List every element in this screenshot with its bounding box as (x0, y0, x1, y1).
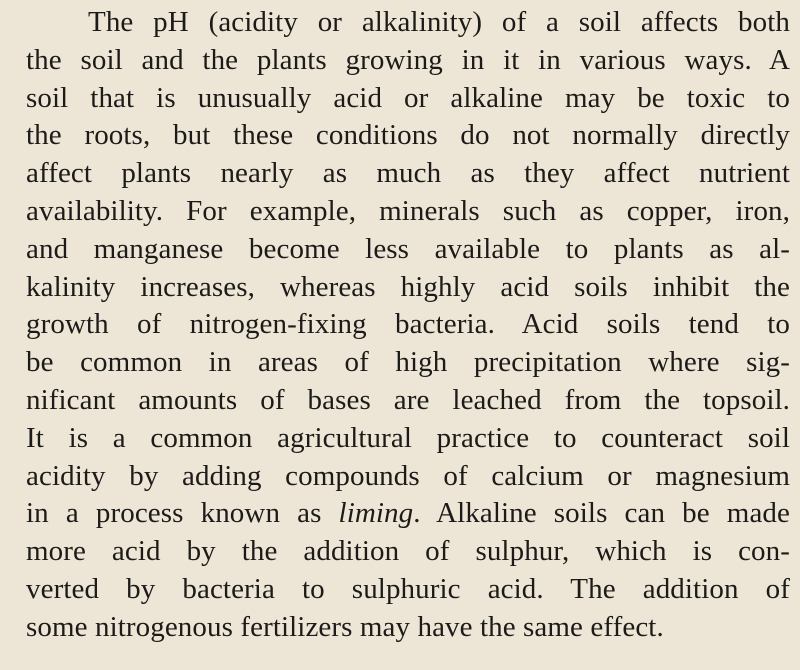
text-line (26, 193, 790, 231)
text-line (26, 306, 790, 344)
text-line (26, 269, 790, 307)
text-segment: It is a common agricultural practice to counteract soil (26, 421, 790, 454)
text-line (26, 458, 790, 496)
text-segment: be common in areas of high precipitation where sig- (26, 346, 790, 379)
text-segment: some nitrogenous fertilizers may have the same effect. (26, 610, 664, 643)
text-line (26, 420, 790, 458)
body-paragraph (26, 4, 790, 647)
text-segment: the soil and the plants growing in it in various ways. A (26, 43, 790, 76)
text-line (26, 571, 790, 609)
text-line (26, 42, 790, 80)
text-segment: verted by bacteria to sulphuric acid. The addition of (26, 572, 790, 605)
text-segment: affect plants nearly as much as they affect nutrient (26, 157, 790, 190)
text-segment: acidity by adding compounds of calcium or magnesium (26, 459, 790, 492)
text-line (26, 155, 790, 193)
text-segment: kalinity increases, whereas highly acid soils inhibit the (26, 270, 790, 303)
text-line (26, 382, 790, 420)
text-line (26, 344, 790, 382)
text-segment: The pH (acidity or alkalinity) of a soil affects both (88, 6, 790, 38)
text-line (26, 533, 790, 571)
text-line (26, 609, 790, 647)
cut-off-previous-line (300, 0, 640, 3)
text-segment: availability. For example, minerals such as copper, iron, (26, 194, 790, 227)
text-segment: nificant amounts of bases are leached from the topsoil. (26, 383, 790, 416)
text-segment: the roots, but these conditions do not normally directly (26, 119, 790, 152)
text-segment: more acid by the addition of sulphur, which is con- (26, 535, 790, 568)
text-line (26, 80, 790, 118)
text-line (26, 117, 790, 155)
text-segment: soil that is unusually acid or alkaline may be toxic to (26, 81, 790, 114)
italic-term: liming (338, 497, 414, 530)
text-segment: in a process known as (26, 497, 339, 530)
text-line (26, 4, 790, 42)
text-line (26, 495, 790, 533)
text-segment: . Alkaline soils can be made (413, 497, 790, 530)
text-segment: and manganese become less available to plants as al- (26, 232, 790, 265)
text-line (26, 231, 790, 269)
text-segment: growth of nitrogen-fixing bacteria. Acid soils tend to (26, 308, 790, 341)
